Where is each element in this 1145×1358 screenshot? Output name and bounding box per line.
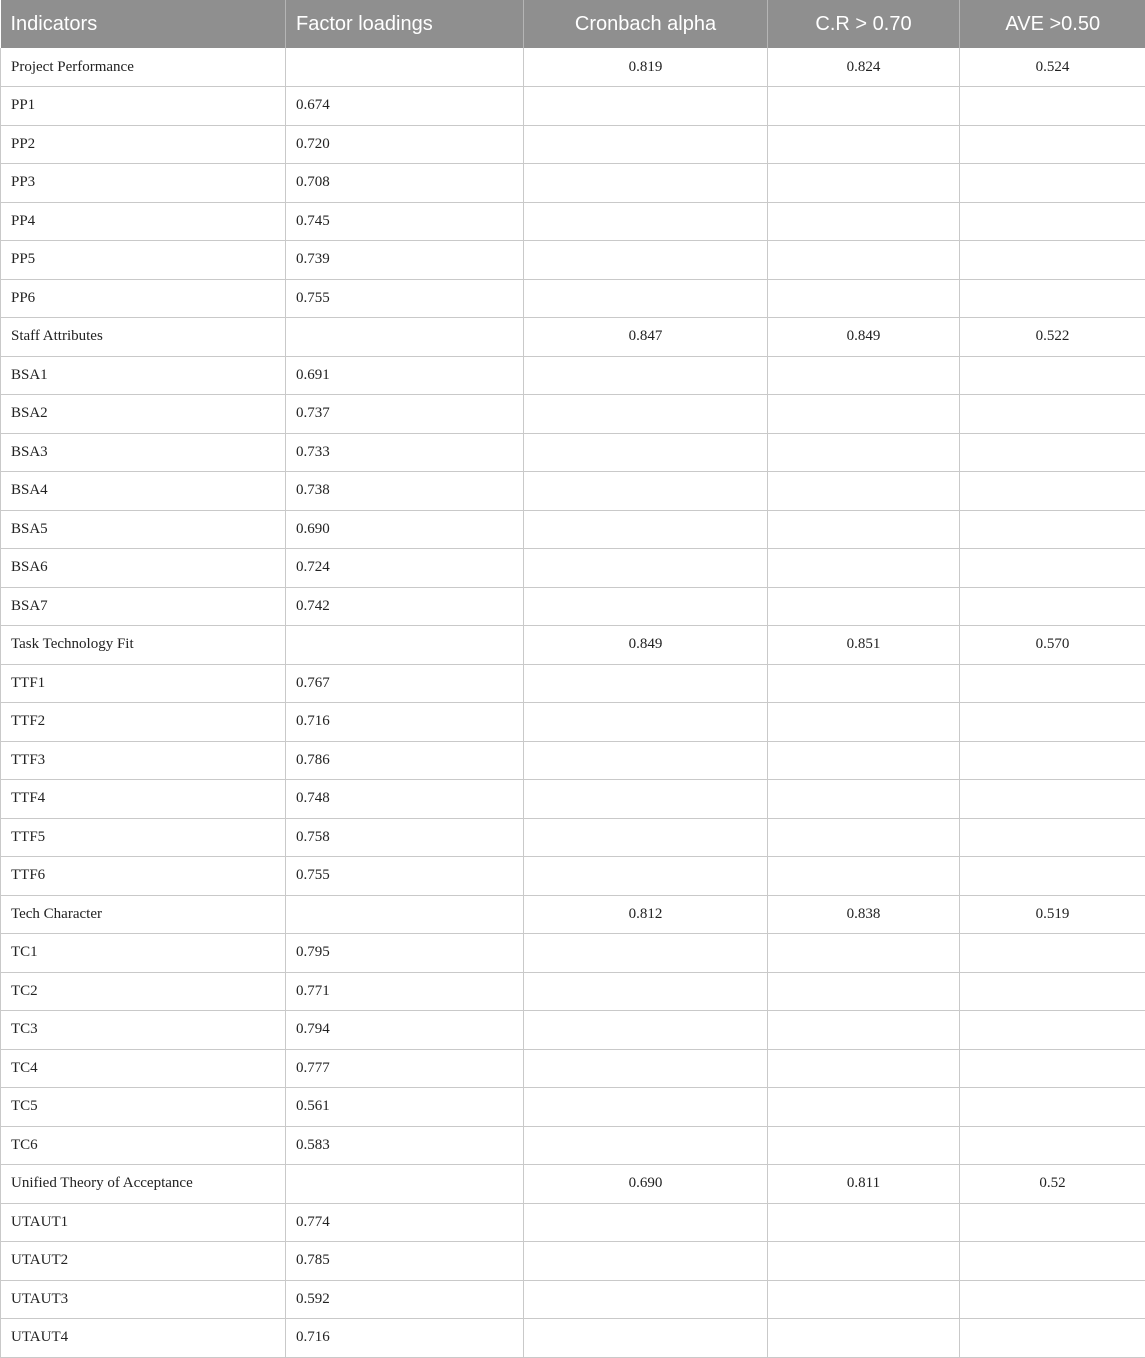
cronbach-alpha-cell <box>524 356 768 395</box>
ave-cell <box>960 1011 1145 1050</box>
header-cronbach-alpha: Cronbach alpha <box>524 0 768 48</box>
factor-loading-cell: 0.777 <box>286 1049 524 1088</box>
composite-reliability-cell <box>768 87 960 126</box>
indicator-cell: BSA6 <box>1 549 286 588</box>
factor-loading-cell: 0.716 <box>286 1319 524 1358</box>
composite-reliability-cell <box>768 279 960 318</box>
indicator-cell: BSA5 <box>1 510 286 549</box>
composite-reliability-cell <box>768 934 960 973</box>
ave-cell <box>960 241 1145 280</box>
cronbach-alpha-cell <box>524 87 768 126</box>
indicator-cell: PP5 <box>1 241 286 280</box>
ave-cell <box>960 279 1145 318</box>
factor-loading-cell: 0.771 <box>286 972 524 1011</box>
composite-reliability-cell <box>768 1088 960 1127</box>
factor-loading-cell: 0.794 <box>286 1011 524 1050</box>
indicator-cell: BSA7 <box>1 587 286 626</box>
cronbach-alpha-cell: 0.690 <box>524 1165 768 1204</box>
factor-loading-cell: 0.742 <box>286 587 524 626</box>
indicator-cell: TC1 <box>1 934 286 973</box>
cronbach-alpha-cell: 0.847 <box>524 318 768 357</box>
composite-reliability-cell <box>768 1242 960 1281</box>
indicator-cell: TC5 <box>1 1088 286 1127</box>
table-row <box>1 1242 1145 1281</box>
ave-cell: 0.519 <box>960 895 1145 934</box>
composite-reliability-cell <box>768 549 960 588</box>
composite-reliability-cell <box>768 472 960 511</box>
composite-reliability-cell <box>768 857 960 896</box>
factor-loading-cell: 0.785 <box>286 1242 524 1281</box>
composite-reliability-cell <box>768 125 960 164</box>
ave-cell <box>960 1242 1145 1281</box>
ave-cell <box>960 356 1145 395</box>
indicator-cell: PP6 <box>1 279 286 318</box>
cronbach-alpha-cell <box>524 972 768 1011</box>
table-row <box>1 587 1145 626</box>
ave-cell <box>960 510 1145 549</box>
cronbach-alpha-cell <box>524 1280 768 1319</box>
composite-reliability-cell <box>768 241 960 280</box>
table-row <box>1 433 1145 472</box>
ave-cell <box>960 395 1145 434</box>
ave-cell <box>960 780 1145 819</box>
indicator-cell: TTF1 <box>1 664 286 703</box>
table-row <box>1 549 1145 588</box>
ave-cell <box>960 857 1145 896</box>
cronbach-alpha-cell <box>524 1203 768 1242</box>
cronbach-alpha-cell <box>524 857 768 896</box>
factor-loading-cell: 0.767 <box>286 664 524 703</box>
composite-reliability-cell <box>768 664 960 703</box>
composite-reliability-cell <box>768 164 960 203</box>
indicator-cell: UTAUT4 <box>1 1319 286 1358</box>
ave-cell <box>960 972 1145 1011</box>
table-row <box>1 1011 1145 1050</box>
composite-reliability-cell <box>768 395 960 434</box>
factor-loading-cell: 0.716 <box>286 703 524 742</box>
cronbach-alpha-cell <box>524 241 768 280</box>
ave-cell <box>960 202 1145 241</box>
factor-loading-cell: 0.690 <box>286 510 524 549</box>
cronbach-alpha-cell <box>524 1242 768 1281</box>
ave-cell <box>960 1049 1145 1088</box>
header-indicators: Indicators <box>1 0 286 48</box>
cronbach-alpha-cell <box>524 703 768 742</box>
factor-loading-cell <box>286 895 524 934</box>
indicator-cell: TTF6 <box>1 857 286 896</box>
table-row <box>1 626 1145 665</box>
cronbach-alpha-cell: 0.812 <box>524 895 768 934</box>
cronbach-alpha-cell <box>524 510 768 549</box>
table-row <box>1 780 1145 819</box>
cronbach-alpha-cell <box>524 1088 768 1127</box>
factor-loading-cell: 0.745 <box>286 202 524 241</box>
cronbach-alpha-cell <box>524 587 768 626</box>
factor-loading-cell: 0.720 <box>286 125 524 164</box>
cronbach-alpha-cell <box>524 1049 768 1088</box>
indicator-cell: TTF5 <box>1 818 286 857</box>
indicator-cell: Tech Character <box>1 895 286 934</box>
ave-cell <box>960 1280 1145 1319</box>
indicator-cell: Project Performance <box>1 48 286 87</box>
factor-loading-cell: 0.755 <box>286 279 524 318</box>
indicator-cell: PP3 <box>1 164 286 203</box>
header-ave: AVE >0.50 <box>960 0 1145 48</box>
factor-loading-cell <box>286 48 524 87</box>
ave-cell <box>960 741 1145 780</box>
factor-loading-cell: 0.674 <box>286 87 524 126</box>
composite-reliability-cell <box>768 818 960 857</box>
cronbach-alpha-cell <box>524 202 768 241</box>
factor-loading-cell: 0.748 <box>286 780 524 819</box>
factor-loading-cell: 0.774 <box>286 1203 524 1242</box>
cronbach-alpha-cell <box>524 279 768 318</box>
composite-reliability-cell <box>768 741 960 780</box>
table-row <box>1 664 1145 703</box>
composite-reliability-cell <box>768 356 960 395</box>
table-body <box>1 48 1145 1357</box>
factor-loading-cell: 0.755 <box>286 857 524 896</box>
ave-cell <box>960 587 1145 626</box>
cronbach-alpha-cell <box>524 664 768 703</box>
indicator-cell: Unified Theory of Acceptance <box>1 1165 286 1204</box>
factor-loading-cell: 0.708 <box>286 164 524 203</box>
header-factor-loadings: Factor loadings <box>286 0 524 48</box>
table-row <box>1 741 1145 780</box>
table-row <box>1 1126 1145 1165</box>
composite-reliability-cell <box>768 1049 960 1088</box>
table-row <box>1 279 1145 318</box>
factor-loading-cell: 0.724 <box>286 549 524 588</box>
indicator-cell: BSA3 <box>1 433 286 472</box>
indicator-cell: Task Technology Fit <box>1 626 286 665</box>
composite-reliability-cell <box>768 703 960 742</box>
cronbach-alpha-cell <box>524 395 768 434</box>
ave-cell <box>960 664 1145 703</box>
cronbach-alpha-cell <box>524 1011 768 1050</box>
ave-cell: 0.570 <box>960 626 1145 665</box>
indicator-cell: UTAUT3 <box>1 1280 286 1319</box>
factor-loading-cell: 0.758 <box>286 818 524 857</box>
cronbach-alpha-cell: 0.819 <box>524 48 768 87</box>
factor-loading-cell <box>286 1165 524 1204</box>
indicator-cell: TC2 <box>1 972 286 1011</box>
table-row <box>1 703 1145 742</box>
table-row <box>1 1049 1145 1088</box>
indicator-cell: PP2 <box>1 125 286 164</box>
composite-reliability-cell <box>768 1280 960 1319</box>
ave-cell <box>960 164 1145 203</box>
indicator-cell: TTF3 <box>1 741 286 780</box>
header-row <box>1 0 1145 48</box>
indicator-cell: Staff Attributes <box>1 318 286 357</box>
table-row <box>1 202 1145 241</box>
factor-loading-cell: 0.592 <box>286 1280 524 1319</box>
table-row <box>1 125 1145 164</box>
composite-reliability-cell <box>768 202 960 241</box>
ave-cell <box>960 87 1145 126</box>
ave-cell <box>960 1203 1145 1242</box>
table-row <box>1 356 1145 395</box>
factor-loading-cell: 0.739 <box>286 241 524 280</box>
composite-reliability-cell <box>768 510 960 549</box>
composite-reliability-cell <box>768 1011 960 1050</box>
cronbach-alpha-cell <box>524 1319 768 1358</box>
table-row <box>1 87 1145 126</box>
indicator-cell: TTF2 <box>1 703 286 742</box>
ave-cell <box>960 1319 1145 1358</box>
table-row <box>1 1319 1145 1358</box>
composite-reliability-cell: 0.851 <box>768 626 960 665</box>
composite-reliability-cell <box>768 1126 960 1165</box>
cronbach-alpha-cell <box>524 472 768 511</box>
cronbach-alpha-cell <box>524 741 768 780</box>
factor-loading-cell: 0.737 <box>286 395 524 434</box>
ave-cell <box>960 125 1145 164</box>
composite-reliability-cell <box>768 1203 960 1242</box>
cronbach-alpha-cell <box>524 934 768 973</box>
composite-reliability-cell <box>768 780 960 819</box>
composite-reliability-cell: 0.824 <box>768 48 960 87</box>
table-row <box>1 1088 1145 1127</box>
indicator-cell: PP4 <box>1 202 286 241</box>
factor-loading-cell: 0.733 <box>286 433 524 472</box>
table-row <box>1 164 1145 203</box>
indicator-cell: TC6 <box>1 1126 286 1165</box>
table-row <box>1 241 1145 280</box>
table-row <box>1 857 1145 896</box>
factor-loading-cell <box>286 626 524 665</box>
table-row <box>1 1203 1145 1242</box>
cronbach-alpha-cell <box>524 818 768 857</box>
table-row <box>1 1280 1145 1319</box>
composite-reliability-cell: 0.849 <box>768 318 960 357</box>
indicator-cell: BSA1 <box>1 356 286 395</box>
ave-cell <box>960 934 1145 973</box>
composite-reliability-cell: 0.838 <box>768 895 960 934</box>
table-row <box>1 395 1145 434</box>
indicator-cell: TC3 <box>1 1011 286 1050</box>
table-row <box>1 972 1145 1011</box>
indicator-cell: UTAUT2 <box>1 1242 286 1281</box>
cronbach-alpha-cell <box>524 433 768 472</box>
cronbach-alpha-cell <box>524 780 768 819</box>
table-header <box>1 0 1145 48</box>
table-row <box>1 318 1145 357</box>
factor-loading-cell: 0.738 <box>286 472 524 511</box>
indicator-cell: BSA4 <box>1 472 286 511</box>
table-row <box>1 818 1145 857</box>
ave-cell: 0.524 <box>960 48 1145 87</box>
ave-cell <box>960 549 1145 588</box>
table-row <box>1 1165 1145 1204</box>
cronbach-alpha-cell <box>524 164 768 203</box>
ave-cell <box>960 472 1145 511</box>
ave-cell: 0.52 <box>960 1165 1145 1204</box>
indicator-cell: TC4 <box>1 1049 286 1088</box>
indicator-cell: PP1 <box>1 87 286 126</box>
factor-loading-cell: 0.691 <box>286 356 524 395</box>
cronbach-alpha-cell <box>524 125 768 164</box>
composite-reliability-cell <box>768 1319 960 1358</box>
composite-reliability-cell: 0.811 <box>768 1165 960 1204</box>
indicator-cell: BSA2 <box>1 395 286 434</box>
ave-cell: 0.522 <box>960 318 1145 357</box>
indicator-cell: TTF4 <box>1 780 286 819</box>
factor-loading-cell: 0.795 <box>286 934 524 973</box>
factor-loading-cell: 0.561 <box>286 1088 524 1127</box>
ave-cell <box>960 703 1145 742</box>
table-row <box>1 472 1145 511</box>
ave-cell <box>960 433 1145 472</box>
factor-loading-cell <box>286 318 524 357</box>
cronbach-alpha-cell <box>524 549 768 588</box>
composite-reliability-cell <box>768 587 960 626</box>
composite-reliability-cell <box>768 433 960 472</box>
ave-cell <box>960 1088 1145 1127</box>
cronbach-alpha-cell <box>524 1126 768 1165</box>
header-composite-reliability: C.R > 0.70 <box>768 0 960 48</box>
cronbach-alpha-cell: 0.849 <box>524 626 768 665</box>
composite-reliability-cell <box>768 972 960 1011</box>
factor-loading-cell: 0.786 <box>286 741 524 780</box>
indicator-cell: UTAUT1 <box>1 1203 286 1242</box>
table-row <box>1 510 1145 549</box>
table-row <box>1 48 1145 87</box>
ave-cell <box>960 1126 1145 1165</box>
table-row <box>1 895 1145 934</box>
table-row <box>1 934 1145 973</box>
factor-loading-cell: 0.583 <box>286 1126 524 1165</box>
ave-cell <box>960 818 1145 857</box>
